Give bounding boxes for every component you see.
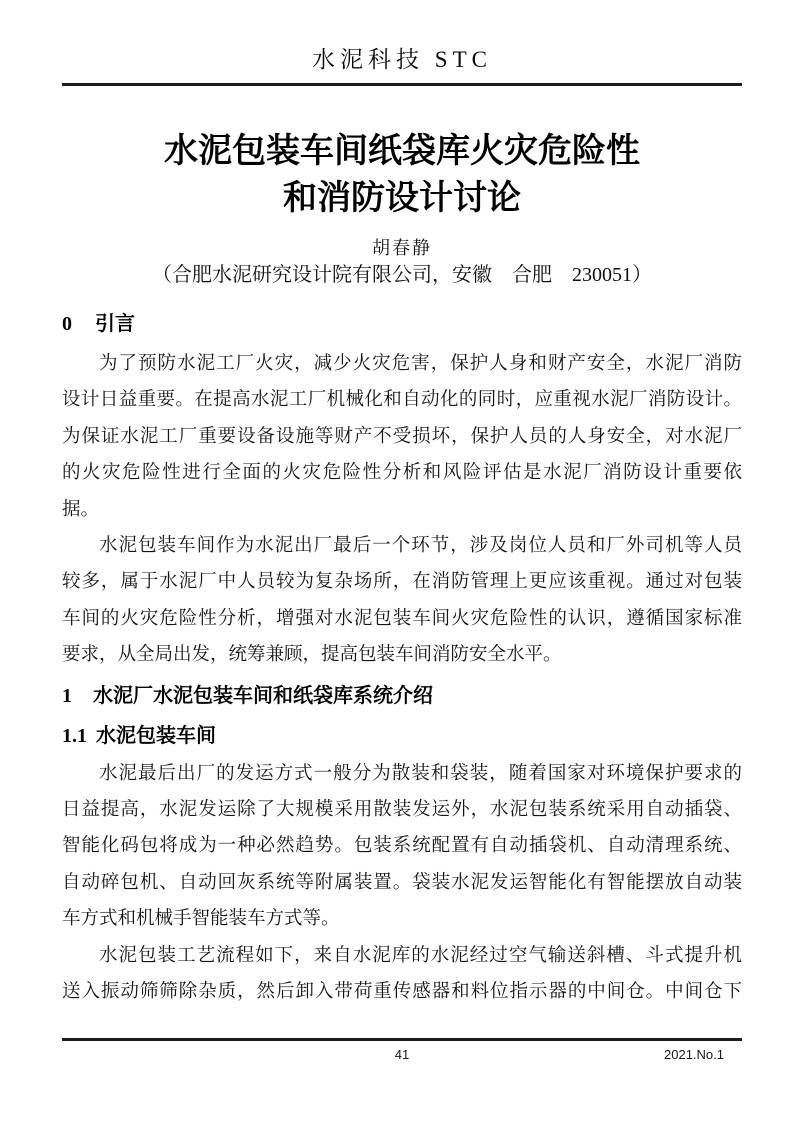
paragraph-process (62, 938, 742, 1011)
subsection-title: 水泥包装车间 (96, 724, 216, 747)
subsection-heading-1-1 (62, 722, 742, 750)
footer-row (62, 1046, 742, 1063)
text-line: 设计日益重要。在提高水泥工厂机械化和自动化的同时，应重视水泥厂消防设计。 (62, 390, 742, 411)
author-affiliation: （合肥水泥研究设计院有限公司，安徽 合肥 230051） (152, 264, 652, 286)
text-line: 水泥包装车间作为水泥出厂最后一个环节，涉及岗位人员和厂外司机等人员 (99, 536, 742, 557)
title-line-2: 和消防设计讨论 (283, 179, 521, 217)
text-line: 水泥最后出厂的发运方式一般分为散装和袋装，随着国家对环境保护要求的 (99, 763, 742, 784)
title-line-1: 水泥包装车间纸袋库火灾危险性 (164, 132, 640, 170)
text-line: 要求，从全局出发，统筹兼顾，提高包装车间消防安全水平。 (62, 645, 562, 666)
page-footer (62, 1038, 742, 1063)
paragraph-intro-2 (62, 528, 742, 674)
text-line: 车方式和机械手智能装车方式等。 (62, 909, 340, 930)
article-title (62, 128, 742, 222)
section-title: 引言 (95, 313, 135, 335)
text-line: 水泥包装工艺流程如下，来自水泥库的水泥经过空气输送斜槽、斗式提升机 (99, 945, 742, 966)
text-line: 为了预防水泥工厂火灾，减少火灾危害，保护人身和财产安全，水泥厂消防 (99, 354, 742, 374)
text-line: 送入振动筛筛除杂质，然后卸入带荷重传感器和料位指示器的中间仓。中间仓下 (62, 982, 742, 1003)
footer-divider (62, 1038, 742, 1041)
text-line: 的火灾危险性进行全面的火灾危险性分析和风险评估是水泥厂消防设计重要依 (62, 463, 742, 484)
text-line: 车间的火灾危险性分析，增强对水泥包装车间火灾危险性的认识，遵循国家标准 (62, 608, 742, 629)
text-line: 日益提高，水泥发运除了大规模采用散装发运外，水泥包装系统采用自动插袋、 (62, 800, 742, 821)
issue-label: 2021.No.1 (664, 1047, 724, 1062)
subsection-number: 1.1 (62, 724, 87, 747)
text-line: 较多，属于水泥厂中人员较为复杂场所，在消防管理上更应该重视。通过对包装 (62, 572, 742, 593)
paragraph-packing-1 (62, 756, 742, 938)
section-heading-0 (62, 310, 742, 338)
section-title: 水泥厂水泥包装车间和纸袋库系统介绍 (93, 684, 433, 707)
article-body (62, 310, 742, 1011)
section-number: 0 (62, 313, 72, 335)
journal-name: 水泥科技 STC (312, 47, 492, 72)
text-line: 为保证水泥工厂重要设备设施等财产不受损坏，保护人员的人身安全，对水泥厂 (62, 426, 742, 447)
text-line: 据。 (62, 499, 100, 520)
page-number: 41 (394, 1047, 410, 1062)
text-line: 智能化码包将成为一种必然趋势。包装系统配置有自动插袋机、自动清理系统、 (62, 836, 742, 857)
paragraph-intro-1 (62, 346, 742, 528)
text-line: 自动碎包机、自动回灰系统等附属装置。袋装水泥发运智能化有智能摆放自动装 (62, 872, 742, 893)
section-number: 1 (62, 684, 72, 707)
content-column (62, 0, 742, 1011)
author-name: 胡春静 (372, 238, 432, 258)
section-heading-1 (62, 682, 742, 710)
header-divider (62, 83, 742, 86)
